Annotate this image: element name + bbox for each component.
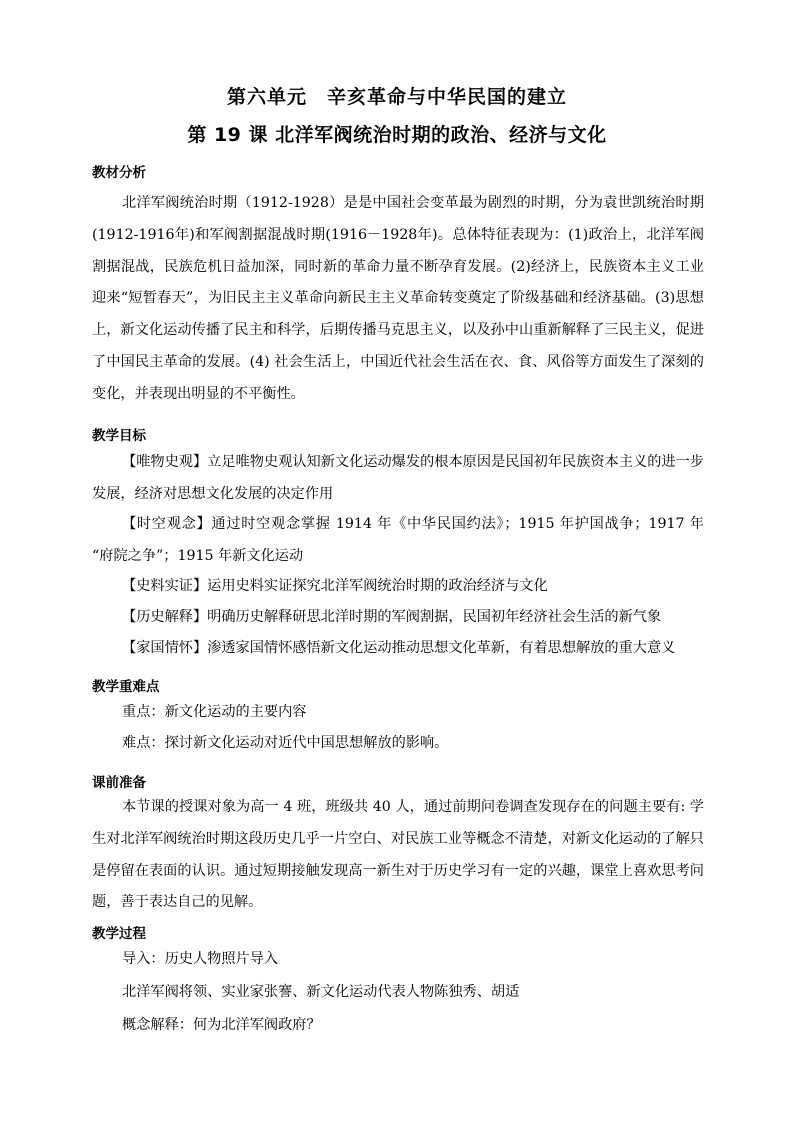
section-heading-keypoints: 教学重难点 — [92, 679, 160, 695]
goal-item: 【史料实证】运用史料实证探究北洋军阀统治时期的政治经济与文化 — [122, 578, 548, 594]
section-heading-goals: 教学目标 — [92, 428, 146, 444]
process-line: 概念解释：何为北洋军阀政府？ — [122, 1017, 321, 1033]
section-heading-prep: 课前准备 — [92, 775, 146, 791]
process-line: 导入：历史人物照片导入 — [122, 951, 279, 967]
key-point: 重点：新文化运动的主要内容 — [122, 704, 307, 720]
goal-item: 【家国情怀】渗透家国情怀感悟新文化运动推动思想文化革新，有着思想解放的重大意义 — [122, 640, 676, 656]
section-heading-process: 教学过程 — [92, 926, 146, 942]
analysis-paragraph: 北洋军阀统治时期（1912-1928）是是中国社会变革最为剧烈的时期，分为袁世凯统治时期(1912-1916年)和军阀割据混战时期(1916－1928年)。总体特征表现为：(1)政治上，北洋军阀割据混战，民族危机日益加深，同时新的革命力量不断孕育发展。(2)经济上，民族资本主义工业迎来“短暂春天”，为旧民主主义革命向新民主主义革命转变奠定了阶级基础和经济基础。(3)思想上，新文化运动传播了民主和科学，后期传播马克思主义，以及孙中山重新解释了三民主义，促进了中国民主革命的发展。(4) 社会生活上，中国近代社会生活在衣、食、风俗等方面发生了深刻的变化，并表现出明显的不平衡性。 — [92, 195, 704, 402]
prep-paragraph: 本节课的授课对象为高一 4 班，班级共 40 人，通过前期问卷调查发现存在的问题主要有: 学生对北洋军阀统治时期这段历史几乎一片空白、对民族工业等概念不清楚，对新文化运动的了解只是停留在表面的认识。通过短期接触发现高一新生对于历史学习有一定的兴趣，课堂上喜欢思考问题，善于表达自己的见解。 — [92, 799, 704, 911]
goal-item: 【唯物史观】立足唯物史观认知新文化运动爆发的根本原因是民国初年民族资本主义的进一步发展，经济对思想文化发展的决定作用 — [92, 454, 704, 502]
goal-item: 【历史解释】明确历史解释研思北洋时期的军阀割据，民国初年经济社会生活的新气象 — [122, 609, 662, 625]
lesson-title: 第 19 课 北洋军阀统治时期的政治、经济与文化 — [187, 124, 607, 146]
section-heading-analysis: 教材分析 — [92, 165, 146, 181]
goal-item: 【时空观念】通过时空观念掌握 1914 年《中华民国约法》；1915 年护国战争；1917 年 “府院之争”；1915 年新文化运动 — [92, 516, 704, 564]
difficult-point: 难点：探讨新文化运动对近代中国思想解放的影响。 — [122, 735, 449, 751]
process-line: 北洋军阀将领、实业家张謇、新文化运动代表人物陈独秀、胡适 — [122, 984, 520, 1000]
unit-title: 第六单元 辛亥革命与中华民国的建立 — [226, 86, 567, 108]
